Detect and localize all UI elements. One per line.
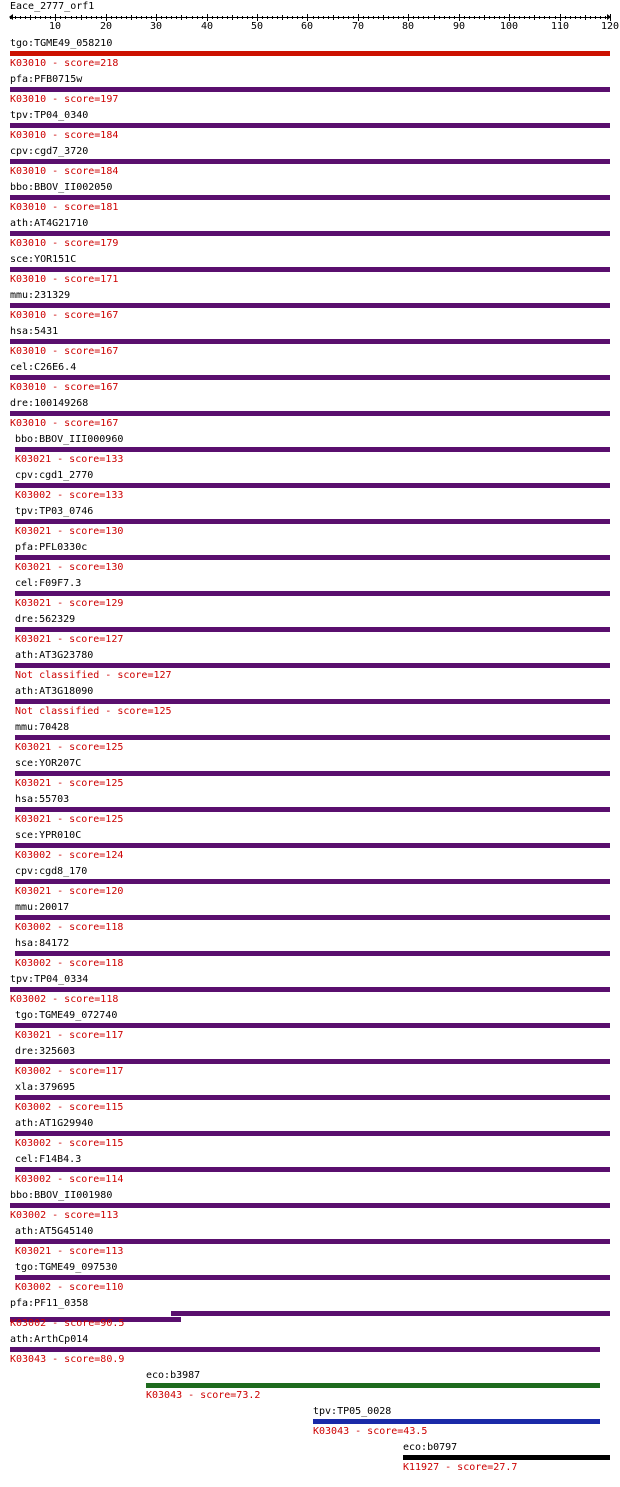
ruler-tick bbox=[297, 16, 298, 19]
hit-name[interactable]: eco:b0797 bbox=[403, 1442, 458, 1453]
ruler-tick bbox=[202, 16, 203, 19]
hit-score-label: K03021 - score=130 bbox=[15, 526, 124, 537]
ruler-tick-label: 10 bbox=[48, 21, 62, 32]
hit-score-label: K03021 - score=133 bbox=[15, 454, 124, 465]
hit-score-label: K03002 - score=90.5 bbox=[10, 1318, 125, 1329]
hit-score-label: Not classified - score=127 bbox=[15, 670, 172, 681]
hit-alignment-bar[interactable] bbox=[313, 1419, 600, 1424]
ruler-tick bbox=[459, 14, 460, 21]
ruler-tick bbox=[262, 16, 263, 19]
ruler-tick bbox=[222, 16, 223, 19]
ruler-tick bbox=[549, 16, 550, 19]
hit-score-label: K03002 - score=115 bbox=[15, 1138, 124, 1149]
hit-name[interactable]: cpv:cgd1_2770 bbox=[15, 470, 94, 481]
ruler-tick bbox=[15, 16, 16, 19]
hit-alignment-bar[interactable] bbox=[10, 195, 610, 200]
ruler-tick bbox=[156, 14, 157, 21]
hit-alignment-bar[interactable] bbox=[15, 1131, 610, 1136]
ruler-tick bbox=[575, 16, 576, 19]
ruler-tick bbox=[272, 16, 273, 19]
ruler-tick bbox=[544, 16, 545, 19]
hit-name[interactable]: xla:379695 bbox=[15, 1082, 76, 1093]
ruler-tick bbox=[292, 16, 293, 19]
ruler-tick bbox=[171, 16, 172, 19]
ruler-tick bbox=[91, 16, 92, 19]
hit-score-label: K03002 - score=118 bbox=[15, 922, 124, 933]
ruler-tick bbox=[106, 14, 107, 21]
hit-score-label: K03021 - score=129 bbox=[15, 598, 124, 609]
ruler-tick bbox=[499, 16, 500, 19]
ruler-tick bbox=[76, 16, 77, 19]
hit-alignment-bar[interactable] bbox=[15, 771, 610, 776]
hit-alignment-bar[interactable] bbox=[10, 303, 610, 308]
hit-score-label: K03010 - score=197 bbox=[10, 94, 119, 105]
ruler-tick bbox=[111, 16, 112, 19]
hit-name[interactable]: cel:F14B4.3 bbox=[15, 1154, 82, 1165]
ruler-tick bbox=[509, 14, 510, 21]
ruler-tick bbox=[307, 14, 308, 21]
ruler-tick bbox=[434, 15, 435, 20]
hit-name[interactable]: mmu:231329 bbox=[10, 290, 71, 301]
ruler-tick-label: 90 bbox=[452, 21, 466, 32]
hit-name[interactable]: bbo:BBOV_III000960 bbox=[15, 434, 124, 445]
ruler-tick bbox=[181, 15, 182, 20]
hit-score-label: K03010 - score=167 bbox=[10, 382, 119, 393]
hit-alignment-bar[interactable] bbox=[10, 1203, 610, 1208]
hit-name[interactable]: tgo:TGME49_072740 bbox=[15, 1010, 118, 1021]
ruler-tick bbox=[418, 16, 419, 19]
hit-score-label: Not classified - score=125 bbox=[15, 706, 172, 717]
hit-score-label: K03002 - score=117 bbox=[15, 1066, 124, 1077]
hit-alignment-bar[interactable] bbox=[10, 339, 610, 344]
hit-name[interactable]: ath:AT3G23780 bbox=[15, 650, 94, 661]
ruler-tick bbox=[570, 16, 571, 19]
ruler-tick bbox=[423, 16, 424, 19]
hit-name[interactable]: bbo:BBOV_II002050 bbox=[10, 182, 113, 193]
ruler-tick-label: 70 bbox=[351, 21, 365, 32]
hit-alignment-bar[interactable] bbox=[15, 1023, 610, 1028]
ruler-arrow-right bbox=[607, 14, 611, 20]
ruler-tick bbox=[86, 16, 87, 19]
ruler-tick bbox=[212, 16, 213, 19]
hit-score-label: K03021 - score=113 bbox=[15, 1246, 124, 1257]
hit-alignment-bar[interactable] bbox=[15, 519, 610, 524]
ruler-tick-label: 50 bbox=[250, 21, 264, 32]
ruler-tick bbox=[141, 16, 142, 19]
ruler-tick bbox=[45, 16, 46, 19]
hit-name[interactable]: pfa:PF11_0358 bbox=[10, 1298, 89, 1309]
hit-score-label: K03010 - score=184 bbox=[10, 166, 119, 177]
hit-name[interactable]: sce:YOR207C bbox=[15, 758, 82, 769]
ruler-tick bbox=[348, 16, 349, 19]
ruler-tick-label: 80 bbox=[401, 21, 415, 32]
hit-name[interactable]: dre:325603 bbox=[15, 1046, 76, 1057]
hit-score-label: K03043 - score=43.5 bbox=[313, 1426, 428, 1437]
hit-score-label: K03010 - score=181 bbox=[10, 202, 119, 213]
hit-name[interactable]: tgo:TGME49_097530 bbox=[15, 1262, 118, 1273]
ruler-tick-label: 20 bbox=[99, 21, 113, 32]
hit-score-label: K03010 - score=167 bbox=[10, 346, 119, 357]
ruler-tick-label: 110 bbox=[550, 21, 570, 32]
hit-name[interactable]: sce:YOR151C bbox=[10, 254, 77, 265]
hit-alignment-bar[interactable] bbox=[15, 735, 610, 740]
hit-score-label: K03002 - score=124 bbox=[15, 850, 124, 861]
ruler-tick bbox=[494, 16, 495, 19]
ruler-tick bbox=[428, 16, 429, 19]
ruler-tick bbox=[408, 14, 409, 21]
ruler-tick bbox=[378, 16, 379, 19]
hit-name[interactable]: tpv:TP04_0334 bbox=[10, 974, 89, 985]
hit-alignment-bar[interactable] bbox=[10, 51, 610, 56]
hit-name[interactable]: sce:YPR010C bbox=[15, 830, 82, 841]
ruler-tick bbox=[474, 16, 475, 19]
ruler-tick bbox=[373, 16, 374, 19]
ruler-tick bbox=[55, 14, 56, 21]
ruler-tick bbox=[217, 16, 218, 19]
hit-alignment-bar[interactable] bbox=[15, 915, 610, 920]
hit-score-label: K03021 - score=125 bbox=[15, 742, 124, 753]
hit-alignment-bar[interactable] bbox=[10, 1347, 600, 1352]
hit-score-label: K03002 - score=113 bbox=[10, 1210, 119, 1221]
hit-alignment-bar[interactable] bbox=[15, 1167, 610, 1172]
ruler-tick bbox=[595, 16, 596, 19]
ruler-tick bbox=[96, 16, 97, 19]
ruler-tick bbox=[20, 16, 21, 19]
hit-score-label: K03002 - score=115 bbox=[15, 1102, 124, 1113]
ruler-tick bbox=[605, 16, 606, 19]
ruler-tick bbox=[323, 16, 324, 19]
ruler-tick bbox=[398, 16, 399, 19]
query-name: Eace_2777_orf1 bbox=[10, 1, 95, 12]
ruler-tick bbox=[529, 16, 530, 19]
ruler-tick bbox=[65, 16, 66, 19]
ruler-tick bbox=[524, 16, 525, 19]
ruler-tick bbox=[146, 16, 147, 19]
ruler-tick bbox=[151, 16, 152, 19]
hit-alignment-bar[interactable] bbox=[15, 1095, 610, 1100]
hit-name[interactable]: dre:562329 bbox=[15, 614, 76, 625]
ruler-tick bbox=[287, 16, 288, 19]
ruler-tick bbox=[81, 15, 82, 20]
hit-alignment-bar[interactable] bbox=[15, 483, 610, 488]
ruler-tick bbox=[580, 16, 581, 19]
hit-alignment-bar[interactable] bbox=[171, 1311, 610, 1316]
ruler-tick bbox=[101, 16, 102, 19]
hit-alignment-bar[interactable] bbox=[10, 231, 610, 236]
ruler-tick bbox=[343, 16, 344, 19]
ruler-tick bbox=[192, 16, 193, 19]
ruler-tick bbox=[539, 16, 540, 19]
ruler-tick bbox=[186, 16, 187, 19]
ruler-tick bbox=[136, 16, 137, 19]
ruler-tick bbox=[257, 14, 258, 21]
ruler-tick-label: 30 bbox=[149, 21, 163, 32]
ruler-tick bbox=[484, 15, 485, 20]
hit-score-label: K03010 - score=218 bbox=[10, 58, 119, 69]
hit-alignment-bar[interactable] bbox=[10, 987, 610, 992]
ruler-tick bbox=[277, 16, 278, 19]
ruler-tick bbox=[555, 16, 556, 19]
hit-score-label: K03021 - score=117 bbox=[15, 1030, 124, 1041]
hit-alignment-bar[interactable] bbox=[15, 591, 610, 596]
ruler-tick bbox=[227, 16, 228, 19]
hit-name[interactable]: ath:AT1G29940 bbox=[15, 1118, 94, 1129]
ruler-tick bbox=[197, 16, 198, 19]
hit-score-label: K11927 - score=27.7 bbox=[403, 1462, 518, 1473]
hit-alignment-bar[interactable] bbox=[10, 267, 610, 272]
hit-score-label: K03002 - score=118 bbox=[10, 994, 119, 1005]
ruler-tick bbox=[328, 16, 329, 19]
ruler-tick bbox=[247, 16, 248, 19]
ruler-tick bbox=[166, 16, 167, 19]
hit-alignment-bar[interactable] bbox=[15, 879, 610, 884]
hit-alignment-bar[interactable] bbox=[15, 1059, 610, 1064]
ruler-tick bbox=[25, 16, 26, 19]
ruler-tick bbox=[444, 16, 445, 19]
hit-alignment-bar[interactable] bbox=[10, 159, 610, 164]
hit-name[interactable]: cel:F09F7.3 bbox=[15, 578, 82, 589]
hit-alignment-bar[interactable] bbox=[15, 951, 610, 956]
hit-name[interactable]: ath:ArthCp014 bbox=[10, 1334, 89, 1345]
hit-name[interactable]: cpv:cgd7_3720 bbox=[10, 146, 89, 157]
ruler-tick bbox=[403, 16, 404, 19]
ruler-tick bbox=[313, 16, 314, 19]
ruler-tick bbox=[479, 16, 480, 19]
hit-score-label: K03002 - score=114 bbox=[15, 1174, 124, 1185]
hit-name[interactable]: ath:AT3G18090 bbox=[15, 686, 94, 697]
ruler-tick bbox=[368, 16, 369, 19]
hit-name[interactable]: pfa:PFL0330c bbox=[15, 542, 88, 553]
ruler-tick-label: 100 bbox=[499, 21, 519, 32]
ruler-tick bbox=[116, 16, 117, 19]
hit-name[interactable]: hsa:84172 bbox=[15, 938, 70, 949]
ruler-tick bbox=[454, 16, 455, 19]
hit-score-label: K03010 - score=184 bbox=[10, 130, 119, 141]
ruler-tick bbox=[333, 15, 334, 20]
ruler-tick bbox=[358, 14, 359, 21]
ruler-tick bbox=[585, 15, 586, 20]
ruler-tick bbox=[413, 16, 414, 19]
ruler-tick bbox=[30, 15, 31, 20]
hit-score-label: K03010 - score=167 bbox=[10, 418, 119, 429]
hit-name[interactable]: tpv:TP03_0746 bbox=[15, 506, 94, 517]
ruler-tick bbox=[449, 16, 450, 19]
hit-score-label: K03021 - score=125 bbox=[15, 814, 124, 825]
ruler-tick bbox=[439, 16, 440, 19]
ruler-tick bbox=[242, 16, 243, 19]
hit-score-label: K03021 - score=130 bbox=[15, 562, 124, 573]
ruler-tick bbox=[71, 16, 72, 19]
ruler-tick bbox=[489, 16, 490, 19]
hit-alignment-bar[interactable] bbox=[10, 375, 610, 380]
hit-alignment-bar[interactable] bbox=[15, 807, 610, 812]
hit-name[interactable]: hsa:55703 bbox=[15, 794, 70, 805]
hit-score-label: K03021 - score=127 bbox=[15, 634, 124, 645]
ruler-tick bbox=[353, 16, 354, 19]
hit-name[interactable]: mmu:70428 bbox=[15, 722, 70, 733]
hit-name[interactable]: hsa:5431 bbox=[10, 326, 59, 337]
ruler-tick bbox=[565, 16, 566, 19]
hit-score-label: K03002 - score=110 bbox=[15, 1282, 124, 1293]
ruler-tick bbox=[338, 16, 339, 19]
hit-name[interactable]: bbo:BBOV_II001980 bbox=[10, 1190, 113, 1201]
ruler-tick bbox=[600, 16, 601, 19]
hit-alignment-bar[interactable] bbox=[15, 1239, 610, 1244]
hit-score-label: K03002 - score=133 bbox=[15, 490, 124, 501]
hit-score-label: K03043 - score=73.2 bbox=[146, 1390, 261, 1401]
hit-alignment-bar[interactable] bbox=[10, 411, 610, 416]
hit-alignment-bar[interactable] bbox=[15, 1275, 610, 1280]
ruler-tick bbox=[302, 16, 303, 19]
ruler-tick bbox=[464, 16, 465, 19]
ruler-arrow-left bbox=[9, 14, 13, 20]
hit-name[interactable]: ath:AT5G45140 bbox=[15, 1226, 94, 1237]
ruler-tick bbox=[121, 16, 122, 19]
hit-name[interactable]: cel:C26E6.4 bbox=[10, 362, 77, 373]
hit-name[interactable]: eco:b3987 bbox=[146, 1370, 201, 1381]
ruler-tick bbox=[388, 16, 389, 19]
ruler-tick bbox=[267, 16, 268, 19]
hit-score-label: K03043 - score=80.9 bbox=[10, 1354, 125, 1365]
hit-name[interactable]: dre:100149268 bbox=[10, 398, 89, 409]
ruler-tick bbox=[35, 16, 36, 19]
hit-score-label: K03010 - score=167 bbox=[10, 310, 119, 321]
ruler-tick bbox=[252, 16, 253, 19]
hit-score-label: K03002 - score=118 bbox=[15, 958, 124, 969]
hit-score-label: K03021 - score=120 bbox=[15, 886, 124, 897]
ruler-tick bbox=[318, 16, 319, 19]
ruler-tick-label: 60 bbox=[300, 21, 314, 32]
hit-alignment-bar[interactable] bbox=[15, 699, 610, 704]
ruler-tick bbox=[534, 15, 535, 20]
hit-name[interactable]: mmu:20017 bbox=[15, 902, 70, 913]
hit-alignment-bar[interactable] bbox=[10, 87, 610, 92]
ruler-tick bbox=[40, 16, 41, 19]
hit-score-label: K03021 - score=125 bbox=[15, 778, 124, 789]
ruler-tick bbox=[363, 16, 364, 19]
hit-alignment-bar[interactable] bbox=[15, 555, 610, 560]
hit-score-label: K03010 - score=179 bbox=[10, 238, 119, 249]
hit-alignment-bar[interactable] bbox=[146, 1383, 600, 1388]
hit-name[interactable]: ath:AT4G21710 bbox=[10, 218, 89, 229]
ruler-tick bbox=[469, 16, 470, 19]
hit-alignment-bar[interactable] bbox=[15, 447, 610, 452]
ruler-tick bbox=[519, 16, 520, 19]
ruler-tick bbox=[207, 14, 208, 21]
hit-alignment-bar[interactable] bbox=[15, 627, 610, 632]
hit-score-label: K03010 - score=171 bbox=[10, 274, 119, 285]
ruler-tick bbox=[514, 16, 515, 19]
hit-name[interactable]: tpv:TP05_0028 bbox=[313, 1406, 392, 1417]
ruler-tick bbox=[176, 16, 177, 19]
hit-alignment-bar[interactable] bbox=[403, 1455, 610, 1460]
ruler-tick bbox=[590, 16, 591, 19]
ruler-tick bbox=[282, 15, 283, 20]
hit-alignment-bar[interactable] bbox=[15, 663, 610, 668]
ruler-tick-label: 40 bbox=[200, 21, 214, 32]
hit-name[interactable]: pfa:PFB0715w bbox=[10, 74, 83, 85]
ruler-axis-line bbox=[10, 17, 610, 18]
hit-name[interactable]: tpv:TP04_0340 bbox=[10, 110, 89, 121]
ruler-tick bbox=[237, 16, 238, 19]
hit-alignment-bar[interactable] bbox=[15, 843, 610, 848]
hit-name[interactable]: cpv:cgd8_170 bbox=[15, 866, 88, 877]
ruler-tick bbox=[126, 16, 127, 19]
hit-alignment-bar[interactable] bbox=[10, 123, 610, 128]
ruler-tick bbox=[383, 15, 384, 20]
ruler-tick bbox=[504, 16, 505, 19]
ruler-tick-label: 120 bbox=[600, 21, 620, 32]
hit-name[interactable]: tgo:TGME49_058210 bbox=[10, 38, 113, 49]
ruler-tick bbox=[50, 16, 51, 19]
ruler-tick bbox=[393, 16, 394, 19]
ruler-tick bbox=[131, 15, 132, 20]
ruler-tick bbox=[60, 16, 61, 19]
ruler-tick bbox=[560, 14, 561, 21]
ruler-tick bbox=[232, 15, 233, 20]
ruler-tick bbox=[161, 16, 162, 19]
